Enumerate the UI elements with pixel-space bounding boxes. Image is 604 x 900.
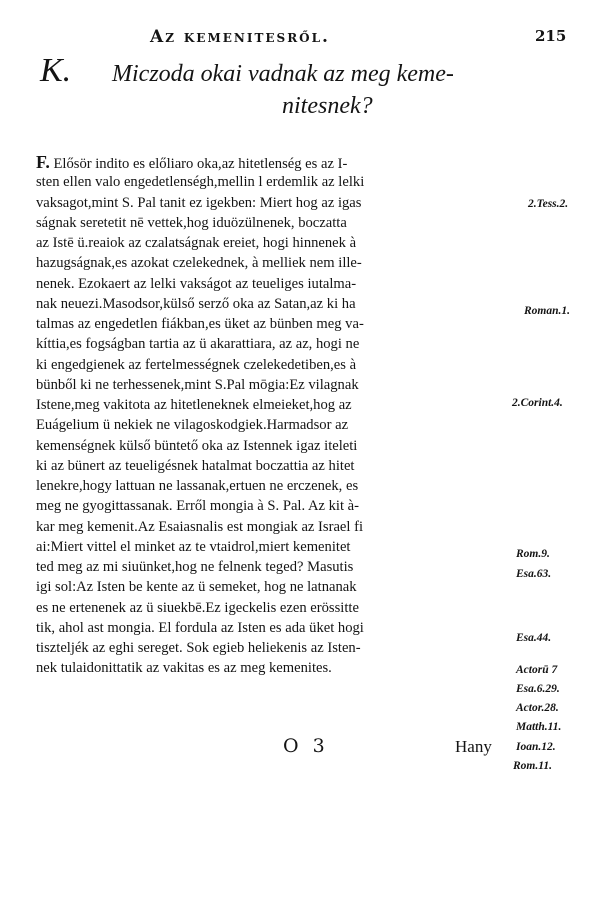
text-line [36, 152, 521, 172]
text-line: tiszteljék az eghi sereget. Sok egieb heliekenis az Isten- [36, 640, 361, 656]
text-line: kemenségnek külső büntető oka az Istennek igaz iteleti [36, 437, 358, 454]
text-line: Euágelium ü nekiek ne vilagoskodgiek.Harmadsor az [36, 417, 349, 434]
text-line: igi sol:Az Isten be kente az ü semeket, hog ne latnanak [36, 579, 357, 596]
initial-letter: F. [36, 152, 50, 172]
catchword: Hany [455, 737, 492, 756]
question-line: nitesnek? [282, 93, 373, 119]
text-line: ki engedgienek az fertelmességnek czelekedetiben,es à [36, 356, 357, 373]
text-line: bünből ki ne terhessenek,mint S.Pal mōgia:Ez vilagnak [36, 376, 359, 393]
text-line: meg ne gyogittassanak. Erről mongia à S. Pal. Az kit à- [36, 498, 360, 515]
marginal-note: Esa.6.29. [516, 683, 560, 695]
marginal-note: Rom.9. [516, 548, 550, 560]
text-line: kar meg kemenit.Az Esaiasnalis est mongiak az Israel fi [36, 518, 364, 535]
text-line: ki az bünert az teueligésnek hatalmat boczattia az hitet [36, 457, 355, 474]
marginal-note: Roman.1. [524, 305, 571, 317]
text-line: es ne ertenenek az ü siuekbē.Ez igeckelis ezen erössitte [36, 599, 359, 616]
page-number: 215 [535, 27, 567, 45]
text-line: nenek. Ezokaert az lelki vakságot az teueliges iutalma- [36, 275, 357, 292]
text-line: nak neuezi.Masodsor,külső serző oka az Satan,az ki ha [36, 295, 356, 312]
text-line: ted meg az mi siuünket,hog ne felnenk teged? Masutis [36, 559, 354, 575]
question-line: Miczoda okai vadnak az meg keme- [112, 61, 454, 87]
body-text [36, 152, 521, 679]
marginal-note: Esa.44. [516, 632, 552, 644]
signature-mark: O 3 [283, 735, 329, 757]
text-line: Istene,meg vakitota az hitetleneknek elmeieket,hog az [36, 397, 352, 413]
marginal-note: 2.Corint.4. [512, 397, 563, 409]
text-line: talmas az engedetlen fiákban,es üket az bünben meg va- [36, 316, 364, 332]
question-heading [112, 58, 532, 122]
text-line-content: Elősör indito es előliaro oka,az hitetlenség es az I- [53, 156, 348, 172]
marginal-note: Actor.28. [516, 702, 559, 714]
text-line: az Istē ü.reaiok az czalatságnak ereiet, hogi hinnenek à [36, 235, 357, 251]
text-line: tik, ahol ast mongia. El fordula az Isten es ada üket hogi [36, 619, 364, 636]
question-label: K. [40, 52, 72, 89]
marginal-note: Ioan.12. [516, 741, 556, 753]
text-line: vaksagot,mint S. Pal tanit ez igekben: Miert hog az igas [36, 194, 362, 211]
marginal-note: Matth.11. [516, 721, 562, 733]
text-line: lenekre,hogy lattuan ne lassanak,ertuen ne erczenek, es [36, 478, 359, 494]
marginal-note: Esa.63. [516, 568, 552, 580]
text-line: hazugságnak,es azokat czelekednek, à melliek nem ille- [36, 255, 362, 272]
text-line: sten ellen valo engedetlenségh,mellin l erdemlik az lelki [36, 174, 365, 191]
marginal-note: Rom.11. [513, 760, 552, 772]
running-title: Az kemenitesről. [150, 27, 330, 47]
text-line: ai:Miert vittel el minket az te vtaidrol,miert kemenitet [36, 538, 351, 555]
text-line: kíttia,es fogságban tartia az ü akarattiara, az az, hogi ne [36, 336, 360, 353]
marginal-note: Actorū 7 [516, 664, 558, 676]
text-line: nek tulaidonittatik az vakitas es az meg kemenites. [36, 660, 332, 677]
marginal-note: 2.Tess.2. [528, 198, 569, 210]
text-line: ságnak seretetit nē vettek,hog iduözülnenek, boczatta [36, 214, 347, 231]
